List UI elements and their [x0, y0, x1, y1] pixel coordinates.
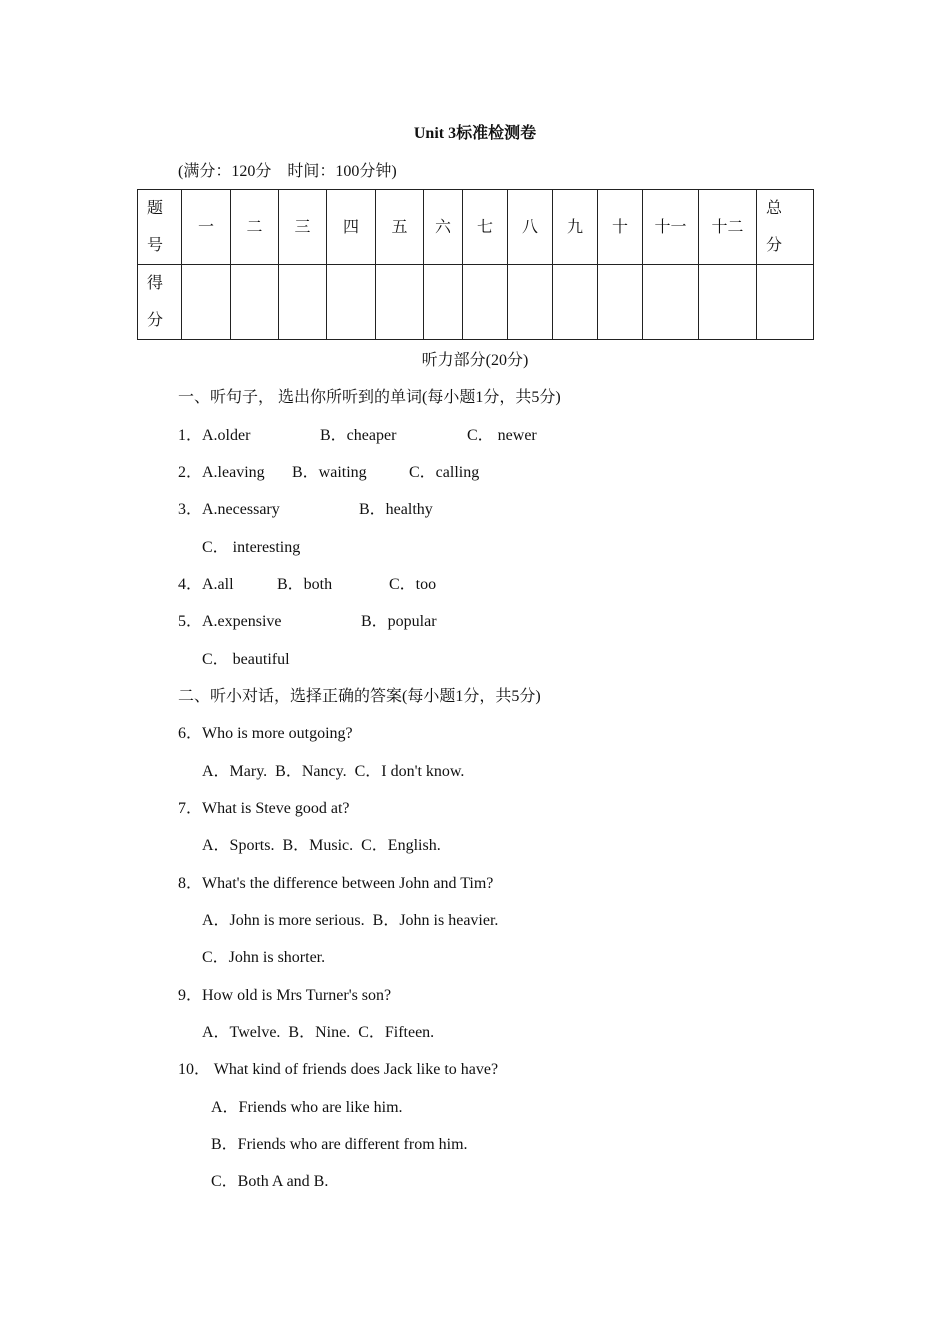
q9-stem: 9．How old is Mrs Turner's son?	[178, 987, 392, 1004]
column-header: 三	[279, 190, 327, 265]
q8-option-c: C．John is shorter.	[202, 949, 326, 966]
column-header: 十二	[699, 190, 757, 265]
score-cell	[182, 265, 231, 340]
q10-stem: 10． What kind of friends does Jack like to have?	[178, 1061, 499, 1078]
score-cell	[553, 265, 598, 340]
q6-stem: 6．Who is more outgoing?	[178, 725, 353, 742]
score-cell	[508, 265, 553, 340]
q5-option-b: B．popular	[361, 613, 437, 630]
q5-option-c: C． beautiful	[202, 651, 290, 668]
q8-options: A．John is more serious. B．John is heavier.	[202, 912, 499, 929]
q4-option-c: C．too	[389, 576, 437, 593]
q7-options: A．Sports. B．Music. C．English.	[202, 837, 441, 854]
q8-stem: 8．What's the difference between John and Tim?	[178, 875, 494, 892]
table-header-row	[138, 190, 814, 265]
q3-option-b: B．healthy	[359, 501, 433, 518]
header-row-label: 题 号	[138, 190, 182, 265]
q4-option-b: B．both	[277, 576, 333, 593]
column-header: 二	[231, 190, 279, 265]
column-header: 六	[424, 190, 463, 265]
column-header: 四	[327, 190, 376, 265]
q10-option-a: A．Friends who are like him.	[211, 1099, 403, 1116]
column-header: 五	[376, 190, 424, 265]
score-cell	[279, 265, 327, 340]
listening-section-title: 听力部分(20分)	[421, 352, 529, 369]
q1-option-c: C． newer	[467, 427, 537, 444]
score-cell	[699, 265, 757, 340]
column-header: 七	[463, 190, 508, 265]
q2-option-a: 2．A.leaving	[178, 464, 265, 481]
score-cell	[643, 265, 699, 340]
q1-option-b: B．cheaper	[320, 427, 397, 444]
score-cell	[424, 265, 463, 340]
score-cell	[327, 265, 376, 340]
q3-option-a: 3．A.necessary	[178, 501, 280, 518]
score-cell	[463, 265, 508, 340]
q4-option-a: 4．A.all	[178, 576, 234, 593]
q10-option-b: B．Friends who are different from him.	[211, 1136, 468, 1153]
q10-option-c: C．Both A and B.	[211, 1173, 329, 1190]
score-cell	[757, 265, 814, 340]
column-header: 一	[182, 190, 231, 265]
score-cell	[598, 265, 643, 340]
exam-info: (满分：120分 时间：100分钟)	[178, 163, 397, 180]
score-table	[137, 189, 814, 340]
page-title: Unit 3标准检测卷	[413, 125, 537, 142]
q5-option-a: 5．A.expensive	[178, 613, 282, 630]
part1-heading: 一、听句子， 选出你所听到的单词(每小题1分，共5分)	[178, 389, 561, 406]
q1-option-a: 1．A.older	[178, 427, 251, 444]
q2-option-c: C．calling	[409, 464, 480, 481]
table-score-row	[138, 265, 814, 340]
score-cell	[376, 265, 424, 340]
column-header: 十	[598, 190, 643, 265]
score-cell	[231, 265, 279, 340]
q6-options: A．Mary. B．Nancy. C．I don't know.	[202, 763, 465, 780]
q3-option-c: C． interesting	[202, 539, 301, 556]
q2-option-b: B．waiting	[292, 464, 367, 481]
q9-options: A．Twelve. B．Nine. C．Fifteen.	[202, 1024, 435, 1041]
total-label: 总 分	[757, 190, 814, 265]
column-header: 八	[508, 190, 553, 265]
q7-stem: 7．What is Steve good at?	[178, 800, 350, 817]
column-header: 九	[553, 190, 598, 265]
part2-heading: 二、听小对话，选择正确的答案(每小题1分，共5分)	[178, 688, 541, 705]
score-row-label: 得 分	[138, 265, 182, 340]
column-header: 十一	[643, 190, 699, 265]
